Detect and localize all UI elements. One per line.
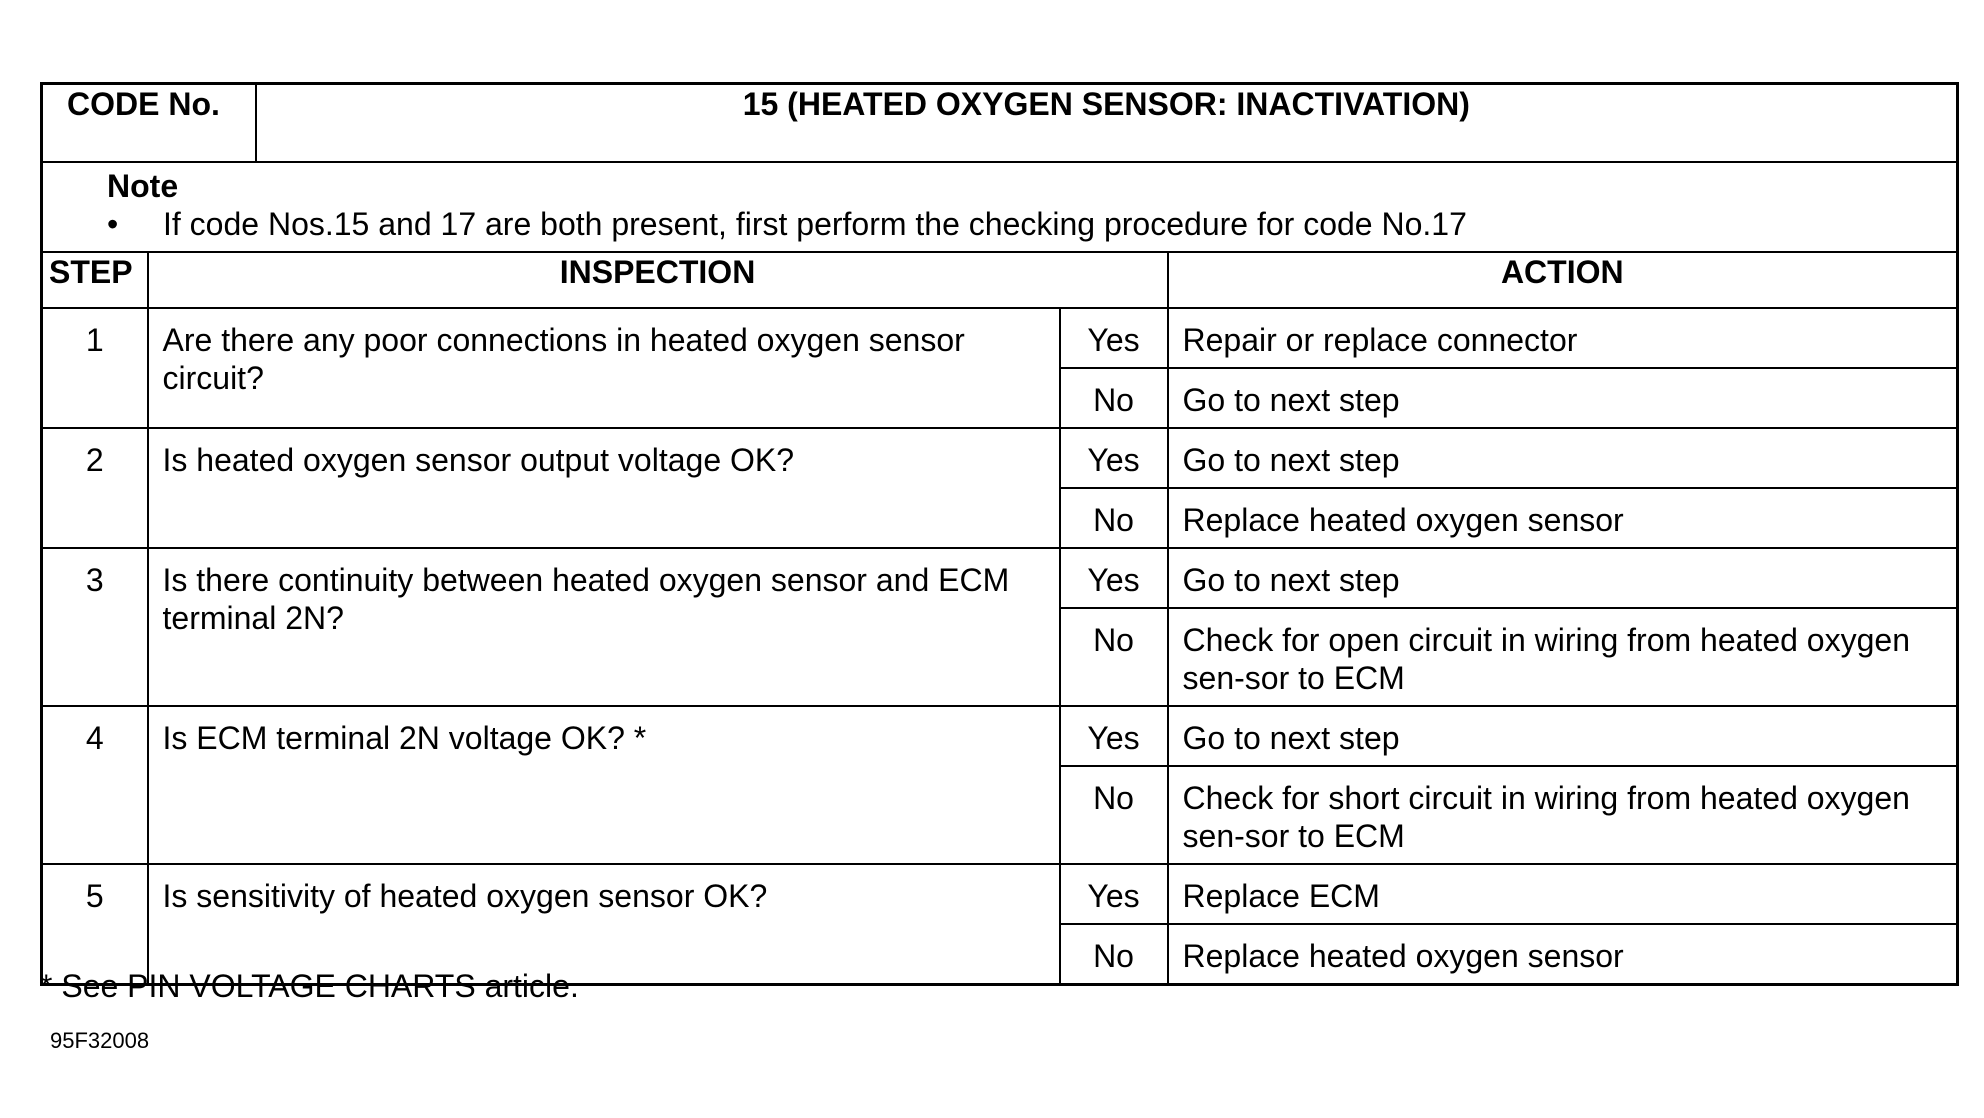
no-label: No bbox=[1060, 368, 1168, 428]
figure-id: 95F32008 bbox=[50, 1028, 150, 1053]
step-number: 4 bbox=[42, 706, 148, 864]
yes-label: Yes bbox=[1060, 706, 1168, 766]
note-title: Note bbox=[107, 168, 179, 204]
table-row bbox=[42, 308, 1958, 368]
no-label: No bbox=[1060, 488, 1168, 548]
table-row bbox=[42, 428, 1958, 488]
table-row bbox=[42, 864, 1958, 924]
code-header-row bbox=[42, 84, 1958, 163]
no-label: No bbox=[1060, 924, 1168, 985]
step-number: 1 bbox=[42, 308, 148, 428]
yes-action: Repair or replace connector bbox=[1168, 308, 1958, 368]
step-number: 5 bbox=[42, 864, 148, 985]
diagnostic-table-sheet bbox=[40, 82, 1956, 986]
yes-label: Yes bbox=[1060, 308, 1168, 368]
table-row bbox=[42, 548, 1958, 608]
yes-action: Go to next step bbox=[1168, 706, 1958, 766]
table-row bbox=[42, 706, 1958, 766]
no-action: Check for short circuit in wiring from heated oxygen sen-sor to ECM bbox=[1168, 766, 1958, 864]
step-number: 3 bbox=[42, 548, 148, 706]
step-column-header: STEP bbox=[42, 252, 148, 308]
no-action: Check for open circuit in wiring from heated oxygen sen-sor to ECM bbox=[1168, 608, 1958, 706]
inspection-text: Is sensitivity of heated oxygen sensor OK? bbox=[148, 864, 1060, 985]
inspection-text: Are there any poor connections in heated oxygen sensor circuit? bbox=[148, 308, 1060, 428]
action-column-header: ACTION bbox=[1168, 252, 1958, 308]
inspection-text: Is ECM terminal 2N voltage OK? * bbox=[148, 706, 1060, 864]
note-bullet: • bbox=[107, 206, 119, 242]
note-cell bbox=[42, 162, 1958, 252]
inspection-text: Is there continuity between heated oxygen sensor and ECM terminal 2N? bbox=[148, 548, 1060, 706]
yes-action: Go to next step bbox=[1168, 428, 1958, 488]
yes-action: Go to next step bbox=[1168, 548, 1958, 608]
diagnostic-table bbox=[40, 82, 1959, 986]
note-text: If code Nos.15 and 17 are both present, first perform the checking procedure for code No.17 bbox=[163, 206, 1467, 242]
note-line bbox=[107, 205, 1956, 243]
column-header-row bbox=[42, 252, 1958, 308]
inspection-text: Is heated oxygen sensor output voltage OK? bbox=[148, 428, 1060, 548]
no-action: Replace heated oxygen sensor bbox=[1168, 924, 1958, 985]
yes-label: Yes bbox=[1060, 428, 1168, 488]
yes-label: Yes bbox=[1060, 864, 1168, 924]
code-label: CODE No. bbox=[42, 84, 256, 163]
code-title: 15 (HEATED OXYGEN SENSOR: INACTIVATION) bbox=[256, 84, 1958, 163]
no-label: No bbox=[1060, 608, 1168, 706]
yes-action: Replace ECM bbox=[1168, 864, 1958, 924]
inspection-column-header: INSPECTION bbox=[148, 252, 1168, 308]
step-number: 2 bbox=[42, 428, 148, 548]
note-row bbox=[42, 162, 1958, 252]
footnote: * See PIN VOLTAGE CHARTS article. bbox=[40, 968, 579, 1004]
no-action: Go to next step bbox=[1168, 368, 1958, 428]
no-label: No bbox=[1060, 766, 1168, 864]
yes-label: Yes bbox=[1060, 548, 1168, 608]
no-action: Replace heated oxygen sensor bbox=[1168, 488, 1958, 548]
